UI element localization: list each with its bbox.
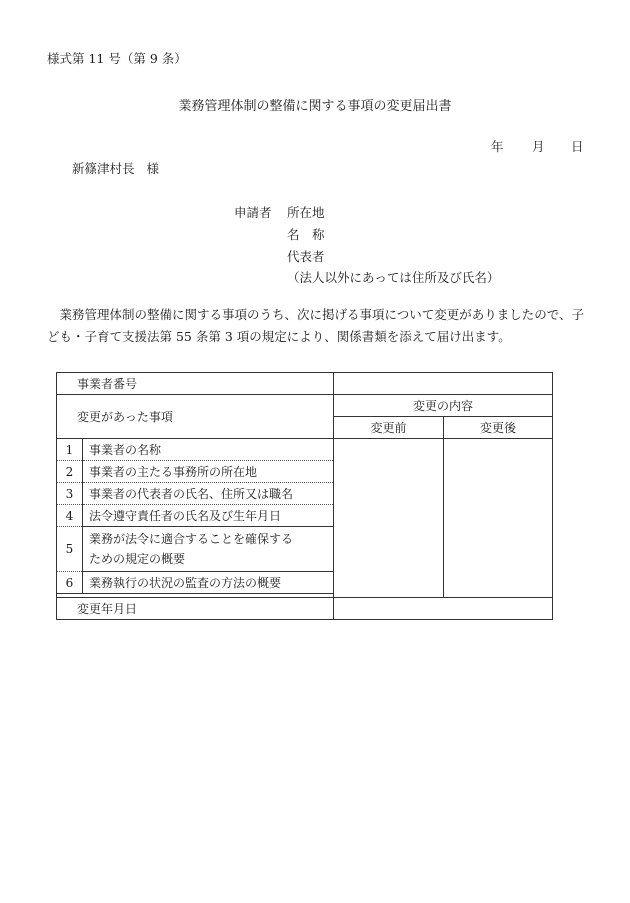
addressee bbox=[72, 159, 159, 177]
applicant-name-label: 名 称 bbox=[287, 227, 325, 242]
business-number-label: 事業者番号 bbox=[57, 373, 334, 395]
before-field[interactable] bbox=[334, 439, 444, 598]
after-field[interactable] bbox=[444, 439, 553, 598]
item-text: 事業者の代表者の氏名、住所又は職名 bbox=[83, 483, 334, 505]
change-date-row bbox=[57, 598, 553, 620]
date-day-label: 日 bbox=[571, 139, 584, 154]
item-number: 2 bbox=[57, 461, 83, 483]
addressee-honorific: 様 bbox=[146, 161, 160, 176]
addressee-name: 新篠津村長 bbox=[72, 161, 135, 176]
header-row-1 bbox=[57, 395, 553, 417]
business-number-row bbox=[57, 373, 553, 395]
applicant-location-label: 所在地 bbox=[287, 205, 325, 220]
item-text bbox=[83, 527, 334, 572]
change-date-label: 変更年月日 bbox=[57, 598, 334, 620]
item-number: 1 bbox=[57, 439, 83, 461]
date-year-label: 年 bbox=[491, 139, 504, 154]
change-date-field[interactable] bbox=[334, 598, 553, 620]
applicant-label: 申請者 bbox=[234, 205, 272, 220]
item-text: 業務執行の状況の監査の方法の概要 bbox=[83, 572, 334, 594]
item-number: 6 bbox=[57, 572, 83, 594]
item-number: 3 bbox=[57, 483, 83, 505]
business-number-field[interactable] bbox=[334, 373, 553, 395]
table-row bbox=[57, 439, 553, 461]
item-number: 5 bbox=[57, 527, 83, 572]
item-number: 4 bbox=[57, 505, 83, 527]
body-paragraph: 業務管理体制の整備に関する事項のうち、次に掲げる事項について変更がありましたので、子ども・子育て支援法第 55 条第 3 項の規定により、関係書類を添えて届け出ます。 bbox=[47, 307, 585, 344]
change-form-table bbox=[56, 372, 553, 620]
item-text: 事業者の名称 bbox=[83, 439, 334, 461]
document-title: 業務管理体制の整備に関する事項の変更届出書 bbox=[178, 99, 452, 114]
before-label: 変更前 bbox=[334, 417, 444, 439]
item-text-line: ための規定の概要 bbox=[89, 552, 186, 566]
changed-items-label: 変更があった事項 bbox=[57, 395, 334, 439]
change-content-label: 変更の内容 bbox=[334, 395, 553, 417]
item-text: 法令遵守責任者の氏名及び生年月日 bbox=[83, 505, 334, 527]
date-month-label: 月 bbox=[532, 139, 545, 154]
item-text: 事業者の主たる事務所の所在地 bbox=[83, 461, 334, 483]
form-number: 様式第 11 号（第 9 条） bbox=[47, 51, 187, 66]
applicant-representative-label: 代表者 bbox=[287, 249, 325, 264]
after-label: 変更後 bbox=[444, 417, 553, 439]
applicant-note: （法人以外にあっては住所及び氏名） bbox=[287, 270, 500, 285]
item-text-line: 業務が法令に適合することを確保する bbox=[89, 532, 294, 546]
